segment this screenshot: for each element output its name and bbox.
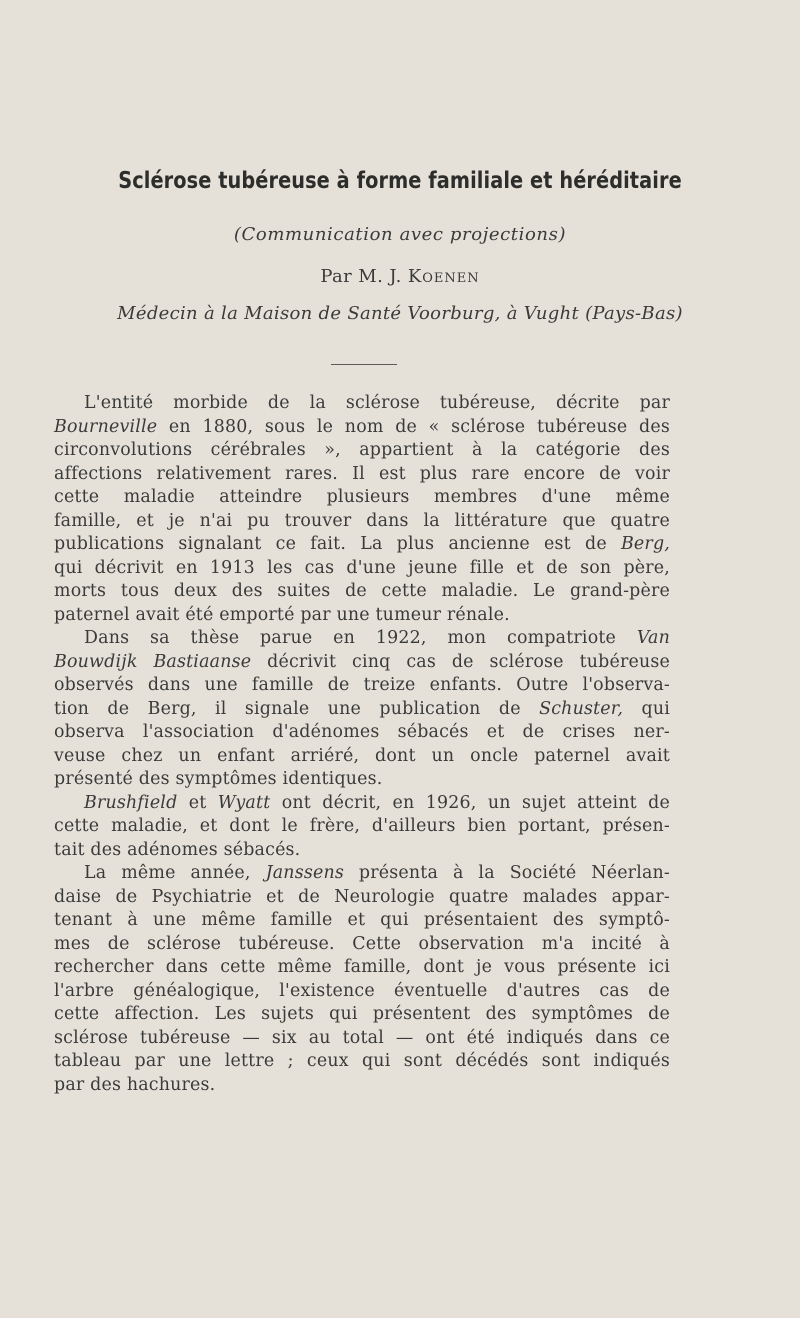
body-line — [54, 698, 670, 722]
article-subtitle: (Communication avec projections) — [233, 224, 567, 245]
body-line — [54, 463, 670, 487]
body-text-segment: veuse chez un enfant arriéré, dont un oncle paternel avait — [54, 745, 670, 766]
body-text-segment: et — [177, 792, 218, 813]
body-line — [54, 721, 670, 745]
body-text-segment: présenta à la Société Néerlan- — [343, 863, 671, 883]
cited-author-name: Berg, — [620, 534, 670, 554]
body-line — [54, 956, 670, 980]
body-line — [54, 439, 670, 463]
body-text-segment: mes de sclérose tubéreuse. Cette observation m'a incité à — [54, 933, 670, 954]
body-line — [54, 815, 670, 839]
body-text-segment: tenant à une même famille et qui présentaient des symptô- — [54, 910, 670, 930]
body-text-segment: morts tous deux des suites de cette maladie. Le grand-père — [54, 581, 670, 601]
author-name: Koenen — [407, 266, 480, 287]
author-affiliation: Médecin à la Maison de Santé Voorburg, à Vught (Pays-Bas) — [117, 303, 683, 324]
body-text-segment: Dans sa thèse parue en 1922, mon compatriote — [84, 628, 637, 648]
body-line — [54, 486, 670, 510]
body-text-segment: décrivit cinq cas de sclérose tubéreuse — [251, 651, 670, 672]
cited-author-name: Janssens — [265, 863, 344, 883]
separator-rule — [331, 364, 397, 365]
cited-author-name: Wyatt — [217, 792, 271, 813]
body-line — [54, 1074, 670, 1098]
article-body — [54, 392, 670, 1097]
cited-author-name: Bourneville — [54, 416, 158, 437]
body-line — [54, 510, 670, 534]
body-text-segment: ont décrit, en 1926, un sujet atteint de — [270, 792, 670, 813]
body-line — [54, 1027, 670, 1051]
body-text-segment: La même année, — [84, 863, 266, 883]
cited-author-name: Van — [636, 628, 670, 648]
body-line — [54, 557, 670, 581]
body-text-segment: paternel avait été emporté par une tumeur rénale. — [54, 604, 510, 625]
body-text-segment: cette maladie atteindre plusieurs membres d'une même — [54, 487, 670, 507]
body-text-segment: observa l'association d'adénomes sébacés et de crises ner- — [54, 722, 670, 742]
body-text-segment: présenté des symptômes identiques. — [54, 769, 383, 789]
body-text-segment: observés dans une famille de treize enfants. Outre l'observa- — [54, 675, 670, 695]
body-line — [54, 392, 670, 416]
body-line — [54, 745, 670, 769]
body-line — [54, 604, 670, 628]
body-text-segment: qui décrivit en 1913 les cas d'une jeune fille et de son père, — [54, 557, 670, 578]
body-text-segment: publications signalant ce fait. La plus ancienne est de — [54, 534, 621, 554]
cited-author-name: Schuster, — [539, 698, 624, 719]
body-line — [54, 651, 670, 675]
body-line — [54, 839, 670, 863]
article-title: Sclérose tubéreuse à forme familiale et héréditaire — [118, 168, 682, 194]
body-line — [54, 627, 670, 651]
body-line — [54, 580, 670, 604]
body-line — [54, 862, 670, 886]
author-line — [40, 266, 760, 287]
cited-author-name: Bouwdijk Bastiaanse — [54, 651, 252, 672]
body-line — [54, 909, 670, 933]
body-text-segment: sclérose tubéreuse — six au total — ont été indiqués dans ce — [54, 1027, 670, 1048]
body-text-segment: par des hachures. — [54, 1074, 216, 1095]
body-line — [54, 1050, 670, 1074]
body-text-segment: en 1880, sous le nom de « sclérose tubéreuse des — [157, 416, 670, 437]
cited-author-name: Brushfield — [84, 792, 178, 813]
body-line — [54, 933, 670, 957]
body-line — [54, 886, 670, 910]
body-line — [54, 533, 670, 557]
body-line — [54, 768, 670, 792]
body-text-segment: rechercher dans cette même famille, dont je vous présente ici — [54, 957, 670, 977]
body-line — [54, 416, 670, 440]
body-text-segment: L'entité morbide de la sclérose tubéreuse, décrite par — [84, 393, 670, 413]
body-line — [54, 1003, 670, 1027]
body-text-segment: qui — [623, 698, 670, 719]
body-text-segment: cette affection. Les sujets qui présentent des symptômes de — [54, 1004, 670, 1024]
body-text-segment: cette maladie, et dont le frère, d'ailleurs bien portant, présen- — [54, 816, 670, 836]
author-prefix: Par M. J. — [320, 266, 408, 287]
body-text-segment: affections relativement rares. Il est plus rare encore de voir — [54, 463, 670, 484]
body-line — [54, 980, 670, 1004]
body-text-segment: tion de Berg, il signale une publication de — [54, 698, 540, 719]
body-line — [54, 674, 670, 698]
body-text-segment: tait des adénomes sébacés. — [54, 839, 301, 860]
body-text-segment: tableau par une lettre ; ceux qui sont décédés sont indiqués — [54, 1051, 670, 1071]
body-text-segment: daise de Psychiatrie et de Neurologie quatre malades appar- — [54, 886, 670, 907]
body-text-segment: famille, et je n'ai pu trouver dans la littérature que quatre — [54, 510, 670, 531]
body-line — [54, 792, 670, 816]
body-text-segment: circonvolutions cérébrales », appartient à la catégorie des — [54, 440, 670, 460]
body-text-segment: l'arbre généalogique, l'existence éventuelle d'autres cas de — [54, 980, 670, 1001]
